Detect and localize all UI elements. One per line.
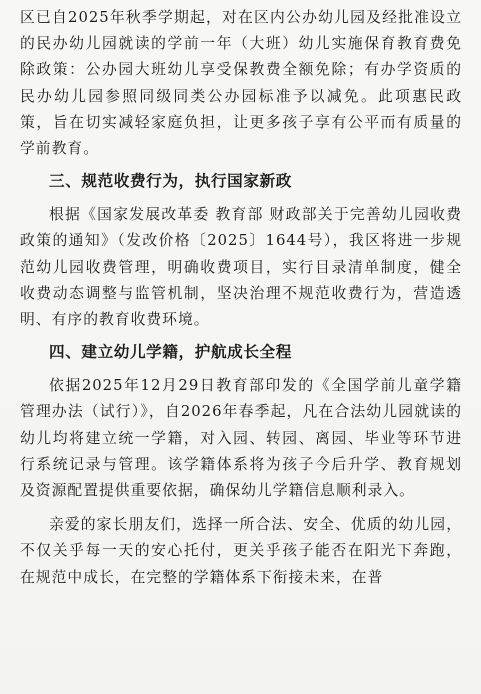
paragraph-policy-continuation: 区已自2025年秋季学期起，对在区内公办幼儿园及经批准设立的民办幼儿园就读的学前一年（大班）幼儿实施保育教育费免除政策：公办园大班幼儿享受保教费全额免除；有办学资质的民办幼儿园参照同级同类公办园标准予以减免。此项惠民政策，旨在切实减轻家庭负担，让更多孩子享有公平而有质量的学前教育。 xyxy=(20,9,462,158)
paragraph-student-registry: 依据2025年12月29日教育部印发的《全国学前儿童学籍管理办法（试行）》，自2026年春季起，凡在合法幼儿园就读的幼儿均将建立统一学籍，对入园、转园、离园、毕业等环节进行系统记录与管理。该学籍体系将为孩子今后升学、教育规划及资源配置提供重要依据，确保幼儿学籍信息顺利录入。 xyxy=(20,377,462,500)
section-heading-4: 四、建立幼儿学籍，护航成长全程 xyxy=(49,343,292,362)
document-body xyxy=(20,5,462,591)
paragraph-fee-regulation: 根据《国家发展改革委 教育部 财政部关于完善幼儿园收费政策的通知》（发改价格〔2025〕1644号），我区将进一步规范幼儿园收费管理，明确收费项目，实行目录清单制度，健全收费动态调整与监管机制，坚决治理不规范收费行为，营造透明、有序的教育收费环境。 xyxy=(20,206,462,329)
paragraph-parent-message: 亲爱的家长朋友们，选择一所合法、安全、优质的幼儿园，不仅关乎每一天的安心托付，更关乎孩子能否在阳光下奔跑，在规范中成长，在完整的学籍体系下衔接未来，在普 xyxy=(20,516,462,586)
section-heading-3: 三、规范收费行为，执行国家新政 xyxy=(49,172,292,191)
paragraph-gap xyxy=(20,504,462,512)
